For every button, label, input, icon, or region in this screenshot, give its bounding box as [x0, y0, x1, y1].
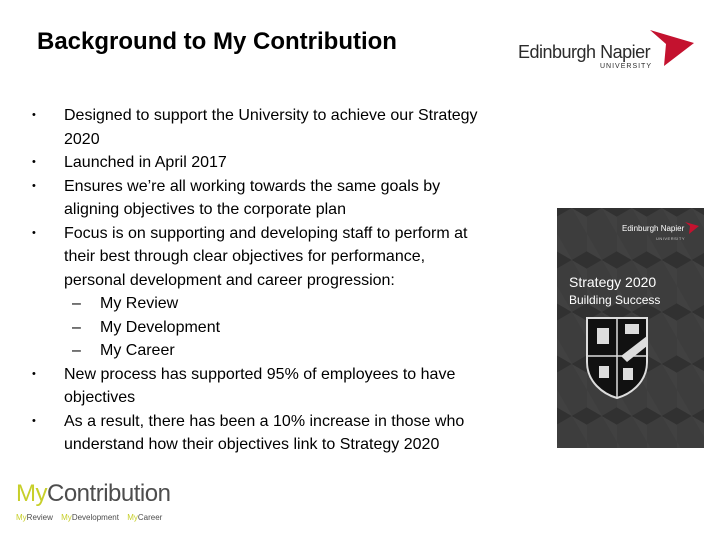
cover-title: Strategy 2020: [569, 274, 657, 290]
bullet-item: • New process has supported 95% of employees to have objectives: [32, 365, 456, 406]
cover-logo-triangle-icon: [685, 222, 699, 234]
logo-name: Edinburgh Napier: [518, 42, 651, 62]
sub-bullet-item: – My Career: [72, 342, 175, 359]
bullet-item: • Launched in April 2017: [32, 154, 227, 171]
sub-bullet-item: – My Review: [72, 295, 179, 312]
bullet-list: [30, 104, 530, 457]
cover-brand: Edinburgh Napier: [622, 224, 685, 233]
bullet-item: • Ensures we’re all working towards the same goals by aligning objectives to the corporate plan: [32, 177, 441, 218]
cover-subtitle: Building Success: [569, 293, 661, 307]
my-contribution-logo: MyContribution MyReview MyDevelopment MyCareer: [16, 480, 171, 522]
sub-bullet-item: – My Development: [72, 318, 221, 336]
bullet-item: • Focus is on supporting and developing staff to perform at their best through clear objectives for performance, personal development and career progression:: [32, 224, 468, 289]
logo-sub-items: MyReview MyDevelopment MyCareer: [16, 513, 163, 522]
crest-icon: [585, 316, 649, 400]
slide-title: Background to My Contribution: [37, 28, 397, 55]
logo-triangle-icon: [650, 30, 694, 66]
bullet-item: • Designed to support the University to achieve our Strategy 2020: [32, 107, 478, 148]
bullet-item: • As a result, there has been a 10% increase in those who understand how their objectives link to Strategy 2020: [32, 412, 465, 453]
strategy-2020-cover-image: [557, 208, 704, 448]
edinburgh-napier-logo: [518, 30, 698, 75]
cover-brand-sub: UNIVERSITY: [656, 236, 686, 241]
logo-sub: UNIVERSITY: [600, 63, 653, 70]
